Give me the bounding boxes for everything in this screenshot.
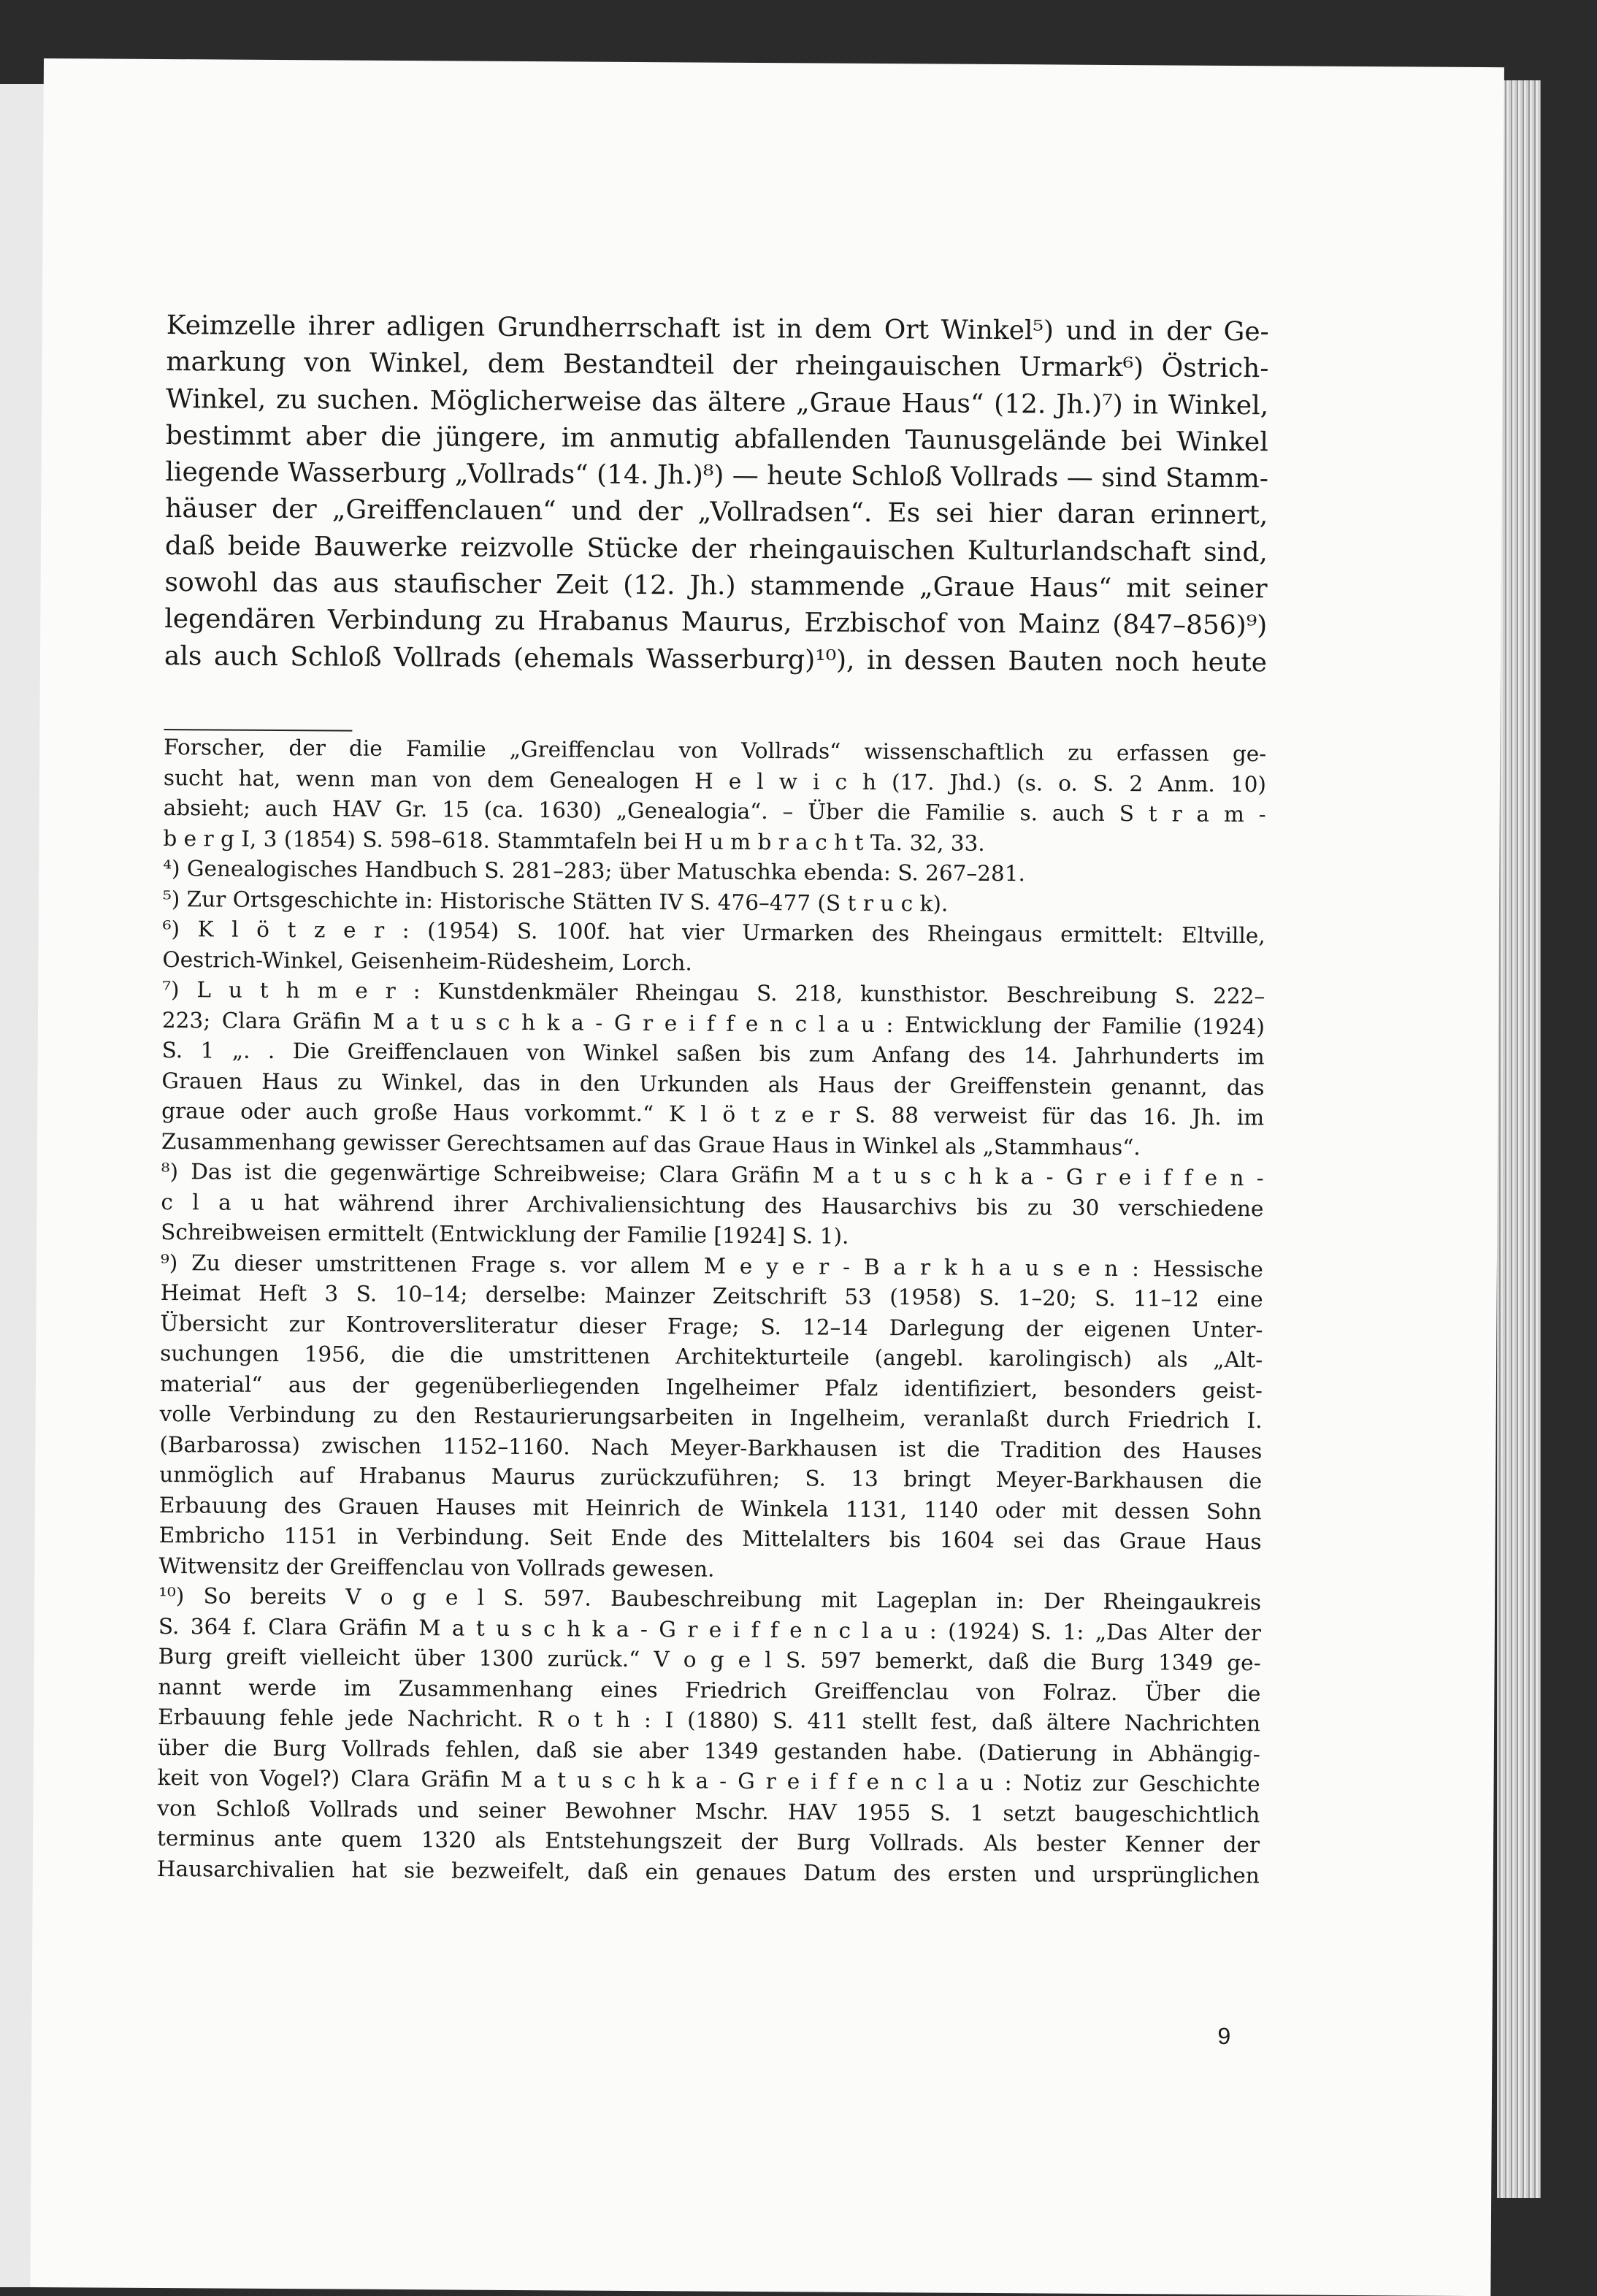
- body-line: bestimmt aber die jüngere, im anmutig abfallenden Taunusgelände bei Winkel: [165, 420, 1268, 458]
- footnote-line: ⁵) Zur Ortsgeschichte in: Historische Stätten IV S. 476–477 (S t r u c k).: [162, 886, 949, 917]
- footnote-divider: [164, 729, 352, 732]
- body-line: sowohl das aus staufischer Zeit (12. Jh.) stammende „Graue Haus“ mit seiner: [164, 567, 1268, 605]
- book-page: [30, 58, 1504, 2296]
- body-line: daß beide Bauwerke reizvolle Stücke der rheingauischen Kulturlandschaft sind,: [164, 530, 1268, 568]
- footnote-line: keit von Vogel?) Clara Gräfin M a t u s c h k a - G r e i f f e n c l a u : Notiz zur Geschichte: [157, 1764, 1260, 1797]
- footnote-line: ⁷) L u t h m e r : Kunstdenkmäler Rheingau S. 218, kunsthistor. Beschreibung S. 222–: [162, 977, 1265, 1009]
- footnote-line: Witwensitz der Greiffenclau von Vollrads gewesen.: [158, 1553, 715, 1582]
- footnote-line: terminus ante quem 1320 als Entstehungszeit der Burg Vollrads. Als bester Kenner der: [157, 1825, 1260, 1858]
- footnote-line: Zusammenhang gewisser Gerechtsamen auf das Graue Haus in Winkel als „Stammhaus“.: [161, 1128, 1141, 1160]
- body-line: markung von Winkel, dem Bestandteil der rheingauischen Urmark⁶) Östrich-: [166, 347, 1269, 384]
- footnote-line: nannt werde im Zusammenhang eines Friedrich Greiffenclau von Folraz. Über die: [158, 1674, 1261, 1706]
- page-number: 9: [1217, 2022, 1231, 2049]
- footnote-line: ⁶) K l ö t z e r : (1954) S. 100f. hat vier Urmarken des Rheingaus ermittelt: Eltville,: [162, 917, 1265, 949]
- footnote-line: Forscher, der die Familie „Greiffenclau von Vollrads“ wissenschaftlich zu erfassen ge-: [164, 735, 1267, 767]
- body-line: als auch Schloß Vollrads (ehemals Wasserburg)¹⁰), in dessen Bauten noch heute: [164, 640, 1268, 678]
- page-stack-edge: [1497, 80, 1541, 2198]
- footnote-line: ¹⁰) So bereits V o g e l S. 597. Baubeschreibung mit Lageplan in: Der Rheingaukreis: [158, 1583, 1262, 1615]
- body-line: liegende Wasserburg „Vollrads“ (14. Jh.)⁸) — heute Schloß Vollrads — sind Stamm-: [165, 457, 1269, 494]
- footnote-line: b e r g I, 3 (1854) S. 598–618. Stammtafeln bei H u m b r a c h t Ta. 32, 33.: [163, 825, 985, 856]
- footnote-line: volle Verbindung zu den Restaurierungsarbeiten in Ingelheim, veranlaßt durch Friedrich I.: [159, 1401, 1263, 1434]
- body-line: Winkel, zu suchen. Möglicherweise das ältere „Graue Haus“ (12. Jh.)⁷) in Winkel,: [166, 383, 1269, 421]
- footnote-line: ⁴) Genealogisches Handbuch S. 281–283; über Matuschka ebenda: S. 267–281.: [163, 856, 1026, 887]
- footnote-line: Erbauung des Grauen Hauses mit Heinrich de Winkela 1131, 1140 oder mit dessen Sohn: [158, 1492, 1262, 1524]
- footnote-line: Hausarchivalien hat sie bezweifelt, daß ein genaues Datum des ersten und ursprünglichen: [156, 1856, 1260, 1888]
- footnote-line: Schreibweisen ermittelt (Entwicklung der Familie [1924] S. 1).: [161, 1220, 849, 1249]
- footnote-line: Übersicht zur Kontroversliteratur dieser Frage; S. 12–14 Darlegung der eigenen Unter-: [160, 1310, 1263, 1342]
- footnote-line: c l a u hat während ihrer Archivaliensichtung des Hausarchivs bis zu 30 verschiedene: [161, 1189, 1264, 1221]
- body-line: Keimzelle ihrer adligen Grundherrschaft ist in dem Ort Winkel⁵) und in der Ge-: [166, 310, 1269, 348]
- footnote-line: graue oder auch große Haus vorkommt.“ K l ö t z e r S. 88 verweist für das 16. Jh. im: [161, 1098, 1265, 1130]
- footnote-line: Erbauung fehle jede Nachricht. R o t h : I (1880) S. 411 stellt fest, daß ältere Nachrichten: [158, 1704, 1261, 1737]
- footnote-line: absieht; auch HAV Gr. 15 (ca. 1630) „Genealogia“. – Über die Familie s. auch S t r a m -: [163, 795, 1266, 827]
- footnote-line: (Barbarossa) zwischen 1152–1160. Nach Meyer-Barkhausen ist die Tradition des Hauses: [159, 1431, 1263, 1463]
- main-text: [164, 307, 1269, 681]
- footnote-line: unmöglich auf Hrabanus Maurus zurückzuführen; S. 13 bringt Meyer-Barkhausen die: [159, 1462, 1263, 1494]
- footnote-line: 223; Clara Gräfin M a t u s c h k a - G r e i f f e n c l a u : Entwicklung der Familie (1924): [161, 1007, 1265, 1039]
- footnote-line: S. 1 „. . Die Greiffenclauen von Winkel saßen bis zum Anfang des 14. Jahrhunderts im: [161, 1038, 1265, 1070]
- footnote-line: material“ aus der gegenüberliegenden Ingelheimer Pfalz identifiziert, besonders geist-: [159, 1371, 1263, 1403]
- footnote-line: über die Burg Vollrads fehlen, daß sie aber 1349 gestanden habe. (Datierung in Abhängig-: [157, 1734, 1260, 1767]
- footnote-line: Grauen Haus zu Winkel, das in den Urkunden als Haus der Greiffenstein genannt, das: [161, 1068, 1265, 1100]
- footnotes: [157, 732, 1267, 1891]
- body-line: häuser der „Greiffenclauen“ und der „Vollradsen“. Es sei hier daran erinnert,: [165, 494, 1268, 531]
- footnote-line: Oestrich-Winkel, Geisenheim-Rüdesheim, Lorch.: [162, 946, 692, 975]
- footnote-line: S. 364 f. Clara Gräfin M a t u s c h k a - G r e i f f e n c l a u : (1924) S. 1: „Das Alter der: [158, 1613, 1261, 1645]
- footnote-line: ⁸) Das ist die gegenwärtige Schreibweise; Clara Gräfin M a t u s c h k a - G r e i f f e n -: [161, 1159, 1264, 1191]
- footnote-line: Burg greift vielleicht über 1300 zurück.“ V o g e l S. 597 bemerkt, daß die Burg 1349 ge-: [158, 1643, 1261, 1676]
- footnote-line: von Schloß Vollrads und seiner Bewohner Mschr. HAV 1955 S. 1 setzt baugeschichtlich: [157, 1795, 1260, 1827]
- footnote-line: Embricho 1151 in Verbindung. Seit Ende des Mittelalters bis 1604 sei das Graue Haus: [158, 1523, 1262, 1555]
- footnote-line: suchungen 1956, die die umstrittenen Architekturteile (angebl. karolingisch) als „Alt-: [160, 1341, 1263, 1373]
- body-line: legendären Verbindung zu Hrabanus Maurus, Erzbischof von Mainz (847–856)⁹): [164, 604, 1268, 641]
- footnote-line: Heimat Heft 3 S. 10–14; derselbe: Mainzer Zeitschrift 53 (1958) S. 1–20; S. 11–12 eine: [160, 1280, 1263, 1312]
- footnote-line: sucht hat, wenn man von dem Genealogen H e l w i c h (17. Jhd.) (s. o. S. 2 Anm. 10): [163, 765, 1267, 797]
- footnote-line: ⁹) Zu dieser umstrittenen Frage s. vor allem M e y e r - B a r k h a u s e n : Hessische: [160, 1250, 1264, 1282]
